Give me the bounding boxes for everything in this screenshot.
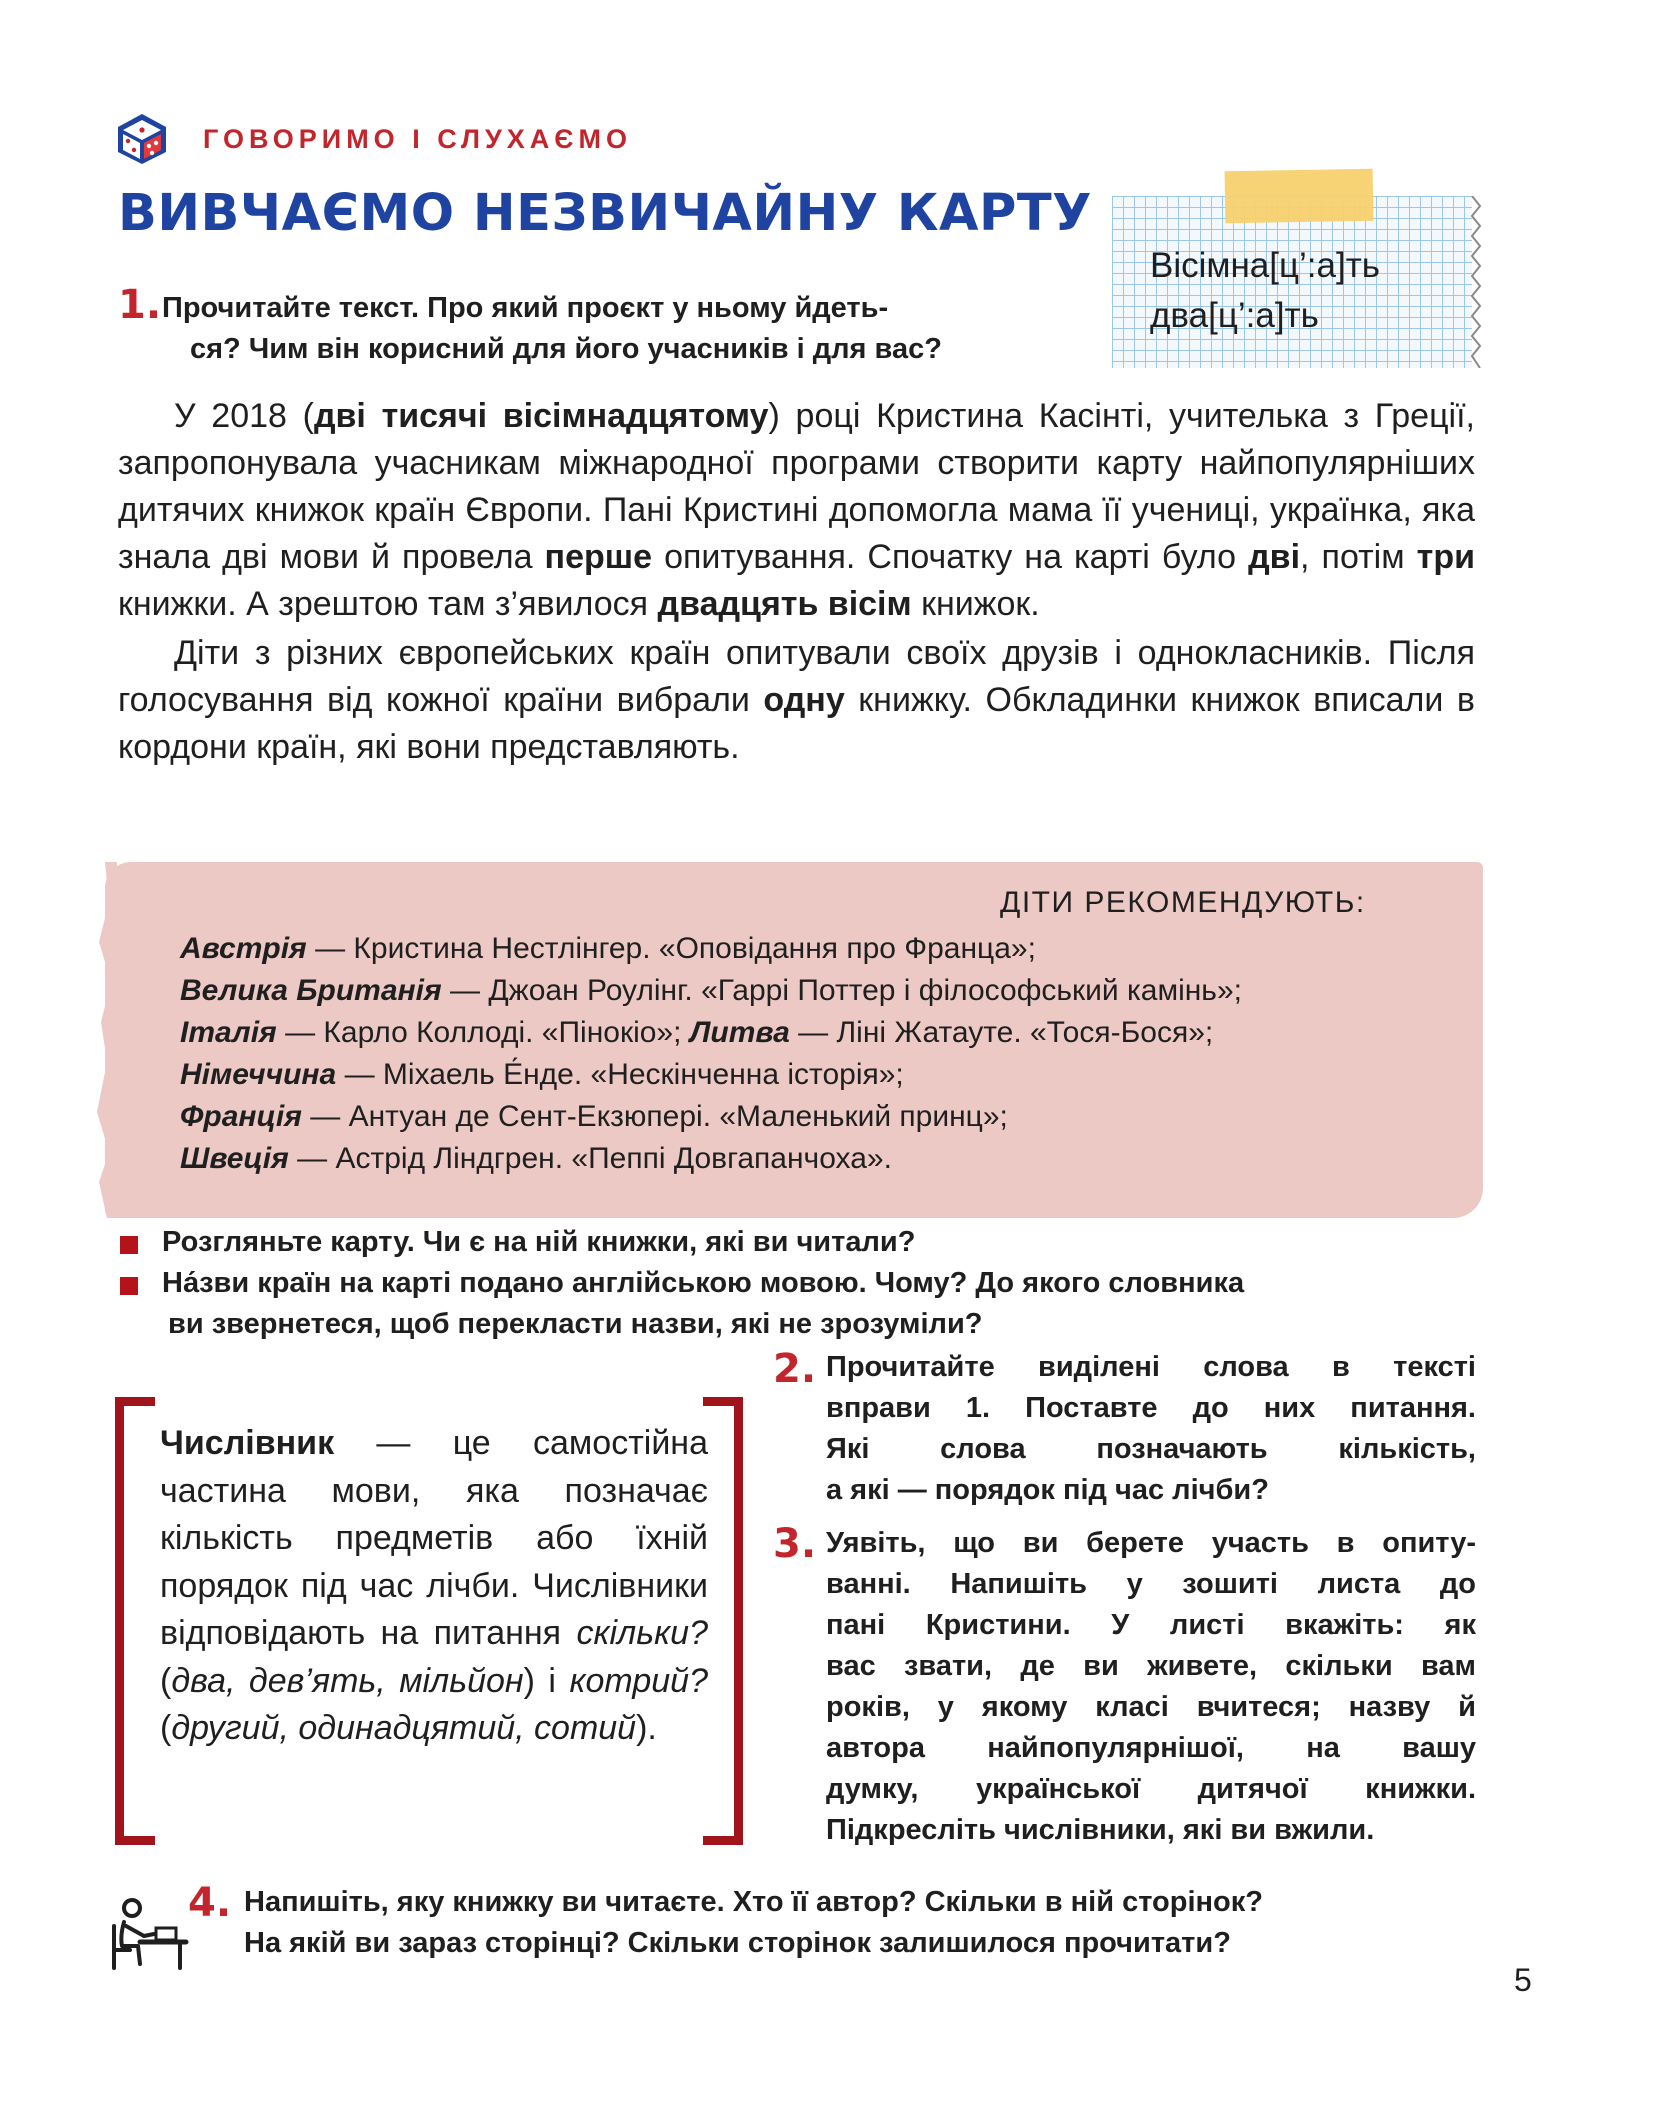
task-2-line-1: Прочитайте виділені слова в тексті: [826, 1351, 1476, 1383]
task-4-number: 4.: [188, 1880, 232, 1926]
task-3-text: [826, 1523, 1476, 1851]
rule-bracket-right: [703, 1397, 743, 1845]
task-3-line-5: років, у якому класі вчитеся; назву й: [826, 1691, 1476, 1723]
task-3-line-3: пані Кристини. У листі вкажіть: як: [826, 1609, 1476, 1641]
task-4-text: [244, 1882, 1476, 1964]
task-3-line-7: думку, української дитячої книжки.: [826, 1773, 1476, 1805]
torn-edge-left: [95, 862, 117, 1218]
paragraph-2: Діти з різних європейських країн опитували своїх друзів і однокласників. Після голосування від кожної країни вибрали одну книжку. Обкладинки книжок вписали в кордони країн, які вони представляють.: [118, 634, 1475, 766]
task-2-number: 2.: [773, 1346, 817, 1392]
section-label: ГОВОРИМО І СЛУХАЄМО: [203, 123, 632, 154]
rec-item-germany: Німеччина — Міхаель Е́нде. «Нескінченна історія»;: [180, 1058, 904, 1091]
torn-edge: [1466, 196, 1482, 368]
cube-icon: [115, 112, 169, 166]
rec-item-uk: Велика Британія — Джоан Роулінг. «Гаррі Поттер і філософський камінь»;: [180, 974, 1242, 1007]
task-4-line-1: Напишіть, яку книжку ви читаєте. Хто її автор? Скільки в ній сторінок?: [244, 1886, 1263, 1918]
page-number: 5: [1514, 1962, 1532, 1998]
bullet-2-line-2: ви звернетеся, щоб перекласти назви, які не зрозуміли?: [168, 1308, 983, 1340]
task-2-line-4: а які — порядок під час лічби?: [826, 1474, 1269, 1506]
bullet-square-2: [120, 1277, 138, 1295]
task-2-text: [826, 1347, 1476, 1511]
bullet-2-line-1: На́зви країн на карті подано англійською мовою. Чому? До якого словника: [162, 1267, 1245, 1299]
rule-bracket-left: [115, 1397, 155, 1845]
rec-item-austria: Австрія — Кристина Нестлінгер. «Оповідання про Франца»;: [180, 932, 1036, 965]
tape-strip: [1225, 169, 1374, 224]
rec-item-france: Франція — Антуан де Сент-Екзюпері. «Маленький принц»;: [180, 1100, 1008, 1133]
task-3-line-8: Підкресліть числівники, які ви вжили.: [826, 1814, 1375, 1846]
task-2-line-3: Які слова позначають кількість,: [826, 1433, 1476, 1465]
note-line-1: Вісімна[ц’:а]ть: [1150, 246, 1380, 285]
task-1-text: [162, 288, 1062, 370]
task-4-line-2: На якій ви зараз сторінці? Скільки сторінок залишилося прочитати?: [244, 1927, 1231, 1959]
bullet-text-2: [162, 1263, 1475, 1345]
task-3-line-1: Уявіть, що ви берете участь в опиту-: [826, 1527, 1476, 1559]
rec-item-sweden: Швеція — Астрід Ліндгрен. «Пеппі Довгапанчоха».: [180, 1142, 892, 1175]
desk-icon: [110, 1896, 190, 1972]
bullet-text-1: Розгляньте карту. Чи є на ній книжки, які ви читали?: [162, 1226, 916, 1258]
note-line-2: два[ц’:а]ть: [1150, 296, 1319, 335]
task-3-number: 3.: [773, 1521, 817, 1567]
task-3-line-4: вас звати, де ви живете, скільки вам: [826, 1650, 1476, 1682]
bullet-square-1: [120, 1236, 138, 1254]
page-title: ВИВЧАЄМО НЕЗВИЧАЙНУ КАРТУ: [118, 184, 1092, 243]
recommendations-heading: ДІТИ РЕКОМЕНДУЮТЬ:: [1000, 886, 1366, 919]
rec-item-italy-lithuania: Італія — Карло Коллоді. «Пінокіо»; Литва — Ліні Жатауте. «Тося-Бося»;: [180, 1016, 1214, 1049]
task-1-number: 1.: [118, 282, 162, 328]
task-1-line-2: ся? Чим він корисний для його учасників і для вас?: [190, 333, 942, 365]
rule-definition: Числівник — це самостійна частина мови, яка позначає кількість предметів або їхній порядок під час лічби. Числівники відповідають на питання скільки? (два, дев’ять, мільйон) і котрий? (другий, одинадцятий, сотий).: [160, 1424, 708, 1747]
section-header: [115, 112, 632, 166]
task-1-line-1: Прочитайте текст. Про який проєкт у ньому йдеть-: [162, 292, 889, 324]
task-3-line-6: автора найпопулярнішої, на вашу: [826, 1732, 1476, 1764]
paragraph-1: У 2018 (дві тисячі вісімнадцятому) році Кристина Касінті, учителька з Греції, запропонувала учасникам міжнародної програми створити карту найпопулярніших дитячих книжок країн Європи. Пані Кристині допомогла мама її учениці, українка, яка знала дві мови й провела перше опитування. Спочатку на карті було дві, потім три книжки. А зрештою там з’явилося двадцять вісім книжок.: [118, 397, 1475, 623]
task-3-line-2: ванні. Напишіть у зошиті листа до: [826, 1568, 1476, 1600]
main-text: [118, 393, 1475, 771]
recommendations-list: [180, 928, 1242, 1180]
task-2-line-2: вправи 1. Поставте до них питання.: [826, 1392, 1476, 1424]
